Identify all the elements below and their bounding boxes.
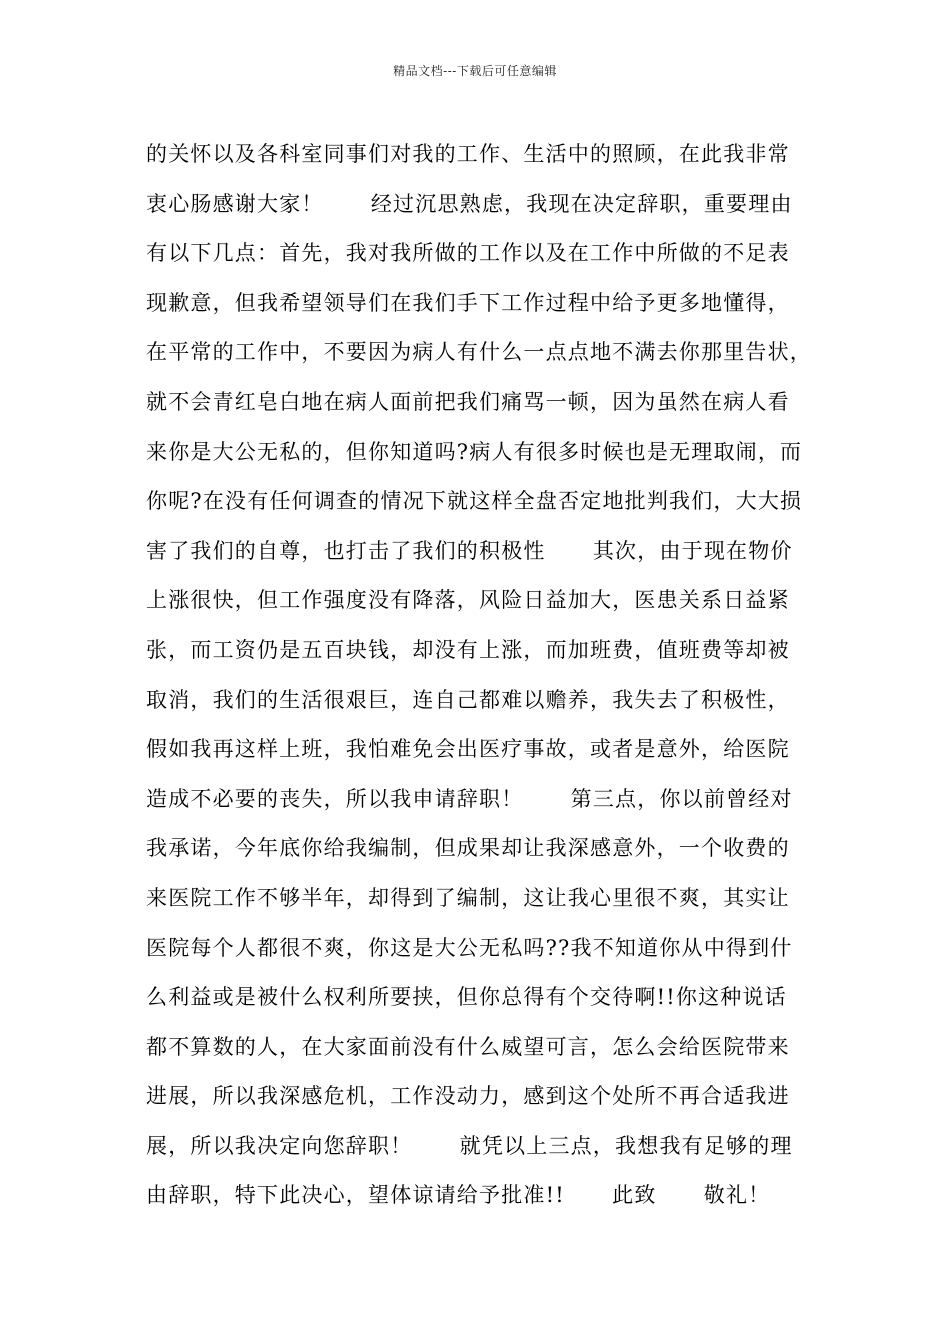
text-line: 张，而工资仍是五百块钱，却没有上涨，而加班费，值班费等却被 — [146, 637, 790, 662]
document-body — [146, 130, 826, 1221]
text-line: 都不算数的人，在大家面前没有什么威望可言，怎么会给医院带来 — [146, 1034, 790, 1059]
text-line: 假如我再这样上班，我怕难免会出医疗事故，或者是意外，给医院 — [146, 737, 790, 762]
text-line: 害了我们的自尊，也打击了我们的积极性 其次，由于现在物价 — [146, 538, 793, 563]
text-line: 的关怀以及各科室同事们对我的工作、生活中的照顾，在此我非常 — [146, 142, 790, 166]
text-line: 衷心肠感谢大家！ 经过沉思熟虑，我现在决定辞职，重要理由 — [146, 191, 793, 216]
text-line: 上涨很快，但工作强度没有降落，风险日益加大，医患关系日益紧 — [146, 588, 790, 613]
text-line: 取消，我们的生活很艰巨，连自己都难以赡养，我失去了积极性， — [146, 687, 790, 712]
text-line: 么利益或是被什么权利所要挟，但你总得有个交待啊!!你这种说话 — [146, 985, 787, 1010]
text-line: 来你是大公无私的，但你知道吗?病人有很多时候也是无理取闹，而 — [146, 439, 803, 464]
text-line: 现歉意，但我希望领导们在我们手下工作过程中给予更多地懂得， — [146, 290, 790, 315]
text-line: 来医院工作不够半年，却得到了编制，这让我心里很不爽，其实让 — [146, 885, 790, 910]
text-line: 你呢?在没有任何调查的情况下就这样全盘否定地批判我们，大大损 — [146, 489, 803, 514]
text-line: 我承诺，今年底你给我编制，但成果却让我深感意外，一个收费的 — [146, 836, 790, 861]
text-line: 在平常的工作中，不要因为病人有什么一点点地不满去你那里告状， — [146, 340, 812, 365]
text-line: 有以下几点：首先，我对我所做的工作以及在工作中所做的不足表 — [146, 241, 790, 266]
text-line: 展，所以我决定向您辞职！ 就凭以上三点，我想我有足够的理 — [146, 1133, 793, 1158]
text-line: 由辞职，特下此决心，望体谅请给予批准!! 此致 敬礼！ — [146, 1183, 771, 1208]
text-line: 就不会青红皂白地在病人面前把我们痛骂一顿，因为虽然在病人看 — [146, 389, 790, 414]
page-header: 精品文档---下载后可任意编辑 — [393, 64, 557, 78]
text-line: 造成不必要的丧失，所以我申请辞职！ 第三点，你以前曾经对 — [146, 786, 793, 811]
text-line: 医院每个人都很不爽，你这是大公无私吗??我不知道你从中得到什 — [146, 935, 793, 960]
text-line: 进展，所以我深感危机，工作没动力，感到这个处所不再合适我进 — [146, 1084, 790, 1109]
